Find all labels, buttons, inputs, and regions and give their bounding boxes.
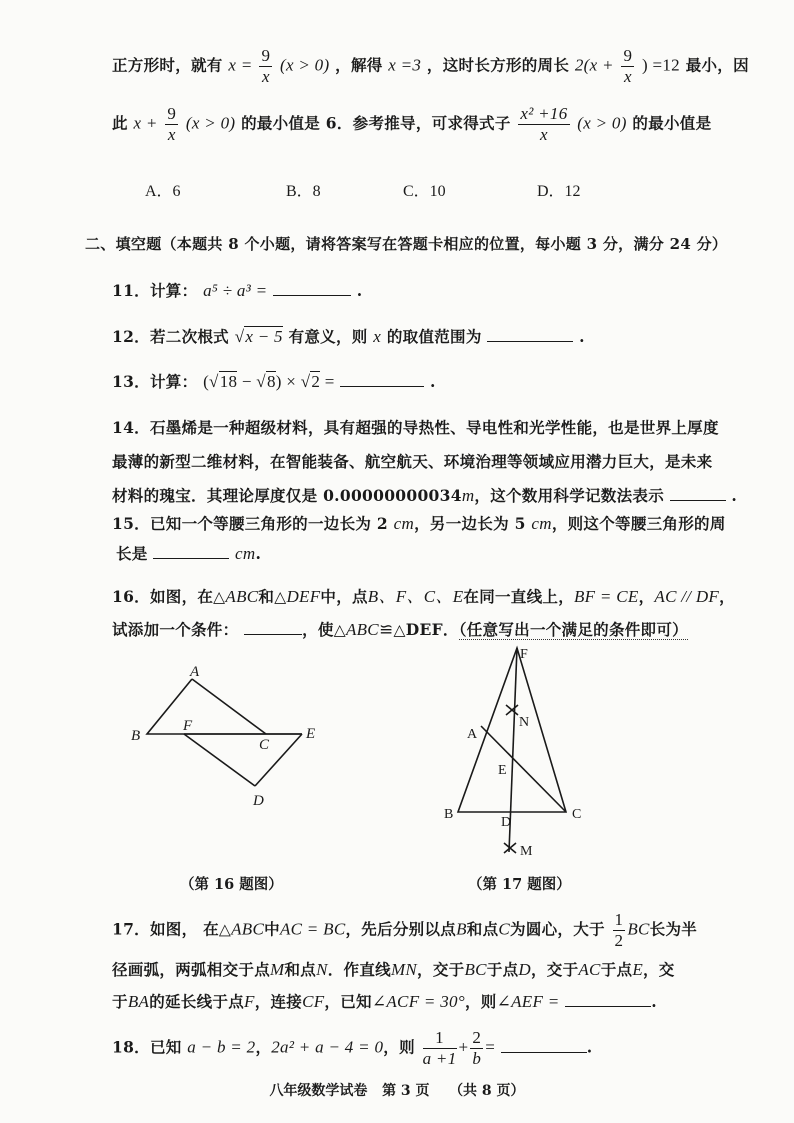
text: 的最小值是	[632, 113, 712, 133]
sqrt-sign: √	[209, 372, 219, 391]
text: ，	[255, 1037, 272, 1057]
text: ，则	[464, 992, 497, 1011]
fig17-lines	[458, 648, 566, 853]
unit-cm: cm	[393, 514, 415, 533]
den: b	[472, 1049, 482, 1068]
fig16-label-a: A	[190, 664, 200, 680]
text: .	[430, 372, 436, 391]
text: ，连接	[254, 992, 303, 1011]
den: x	[623, 67, 632, 86]
num: 1	[614, 910, 624, 929]
point-e: E	[632, 960, 643, 979]
var-x: x	[373, 327, 382, 346]
text: 11．计算：	[112, 281, 198, 300]
den: x	[167, 125, 176, 144]
text: 于点	[486, 960, 519, 979]
question-14-line-1: 14．石墨烯是一种超级材料，具有超强的导热性、导电性和光学性能，也是世界上厚度	[112, 418, 719, 437]
point-m: M	[270, 960, 285, 979]
note: （任意写出一个满足的条件即可）	[458, 620, 688, 639]
section-heading: 二、填空题（本题共 8 个小题，请将答案写在答题卡相应的位置，每小题 3 分，满分 24 分）	[85, 235, 728, 253]
text: 18．已知	[112, 1037, 182, 1057]
den: 2	[614, 931, 624, 950]
congruent-symbol: ≌	[378, 620, 394, 639]
text: △DEF．	[393, 620, 459, 639]
page-footer	[0, 1080, 794, 1100]
angle-aef: ∠AEF =	[496, 992, 560, 1011]
fig16-label-f: F	[183, 718, 193, 734]
text: 此	[112, 113, 128, 133]
radicand-18: 18	[219, 372, 238, 391]
points: B、F、C、E	[367, 587, 464, 606]
figure-16-caption: （第 16 题图）	[180, 876, 283, 893]
fig16-label-e: E	[306, 726, 316, 742]
triangle-abc: ABC	[225, 587, 259, 606]
text: ，解得	[335, 55, 383, 75]
text: ，则	[383, 1037, 415, 1057]
condition-2: 2a² + a − 4 = 0	[271, 1037, 384, 1057]
text: 试添加一个条件：	[112, 620, 239, 639]
text: 在△	[203, 919, 232, 939]
triangle-abc: ABC	[345, 620, 379, 639]
text: ，交于	[417, 960, 465, 979]
text: 16．如图，在△	[112, 587, 226, 606]
text: 17．如图，	[112, 919, 198, 939]
triangle-def: DEF	[286, 587, 321, 606]
text: ，使△	[302, 620, 346, 639]
answer-blank	[565, 991, 651, 1007]
figure-17-caption: （第 17 题图）	[468, 876, 571, 893]
text: 长为半	[649, 919, 698, 939]
option-d: D．12	[537, 183, 581, 200]
segment-ba: BA	[127, 992, 150, 1011]
fig17-label-m: M	[520, 844, 533, 859]
perimeter-expr: 2(x +	[574, 55, 614, 75]
text: 15．已知一个等腰三角形的一边长为 2	[112, 514, 388, 533]
fraction-one-half	[613, 910, 626, 951]
fig17-label-f: F	[520, 647, 528, 662]
segment-ac: AC	[578, 960, 601, 979]
segment-bc: BC	[627, 919, 650, 939]
footer-total: （共 8 页）	[449, 1083, 525, 1099]
text: 于点	[600, 960, 633, 979]
condition: (x > 0)	[279, 55, 330, 75]
point-n: N	[316, 960, 328, 979]
text: 中，点	[320, 587, 368, 606]
fig16-label-d: D	[253, 793, 264, 809]
fig16-label-c: C	[259, 737, 270, 753]
segment-cf: CF	[302, 992, 325, 1011]
text: .	[356, 281, 363, 300]
equals: =	[320, 372, 335, 391]
footer-title: 八年级数学试卷	[269, 1083, 368, 1099]
expr: x +	[133, 113, 158, 133]
solution: x =3	[388, 55, 422, 75]
text: ，交	[643, 960, 675, 979]
text: ，这时长方形的周长	[426, 55, 570, 75]
text: 在同一直线上，	[463, 587, 574, 606]
condition-bf-ce: BF = CE	[574, 587, 639, 606]
text: ，	[719, 587, 735, 606]
sqrt-sign: √	[256, 372, 266, 391]
fraction-2-over-b	[470, 1028, 483, 1069]
question-14-line-2: 最薄的新型二维材料，在智能装备、航空航天、环境治理等领域应用潜力巨大，是未来	[112, 452, 713, 471]
option-b: B．8	[286, 183, 321, 200]
text: 最小，因	[685, 55, 749, 75]
text: 为圆心，大于	[510, 919, 605, 939]
plus: +	[458, 1037, 469, 1057]
unit-cm: cm	[531, 514, 552, 533]
condition: (x > 0)	[185, 113, 236, 133]
text: ，另一边长为 5	[414, 514, 526, 533]
radicand-8: 8	[266, 372, 276, 391]
num: x² +16	[520, 104, 568, 123]
segment-bc: BC	[464, 960, 487, 979]
fig17-label-a: A	[467, 727, 478, 742]
text: 有意义，则	[288, 327, 368, 346]
fig16-side-fd	[184, 734, 255, 786]
paren: (	[203, 372, 210, 391]
text: 材料的瑰宝．其理论厚度仅是 0.00000000034	[112, 486, 462, 505]
radicand: x − 5	[245, 327, 283, 346]
text: 13．计算：	[112, 372, 198, 391]
line-mn: MN	[390, 960, 418, 979]
text: .	[586, 1037, 593, 1057]
option-c: C．10	[403, 183, 446, 200]
text: 和△	[258, 587, 287, 606]
text: ，这个数用科学记数法表示	[474, 486, 664, 505]
fig16-label-b: B	[131, 728, 141, 744]
num: 2	[472, 1028, 482, 1047]
den: x	[261, 67, 270, 86]
text: ，先后分别以点	[345, 919, 457, 939]
fig17-label-c: C	[572, 807, 582, 822]
text: 的最小值是 6．参考推导，可求得式子	[241, 113, 511, 133]
text: 和点	[466, 919, 499, 939]
fraction-1-over-a-plus-1	[423, 1028, 457, 1069]
footer-page: 第 3 页	[382, 1083, 430, 1099]
num: 9	[167, 104, 177, 123]
text: ．作直线	[327, 960, 391, 979]
text: ，则这个等腰三角形的周	[551, 514, 726, 533]
point-b: B	[456, 919, 467, 939]
text: 的取值范围为	[386, 327, 482, 346]
times: ) ×	[275, 372, 301, 391]
text: .	[579, 327, 585, 346]
fig17-label-d: D	[501, 815, 512, 830]
point-f: F	[244, 992, 255, 1011]
condition: (x > 0)	[577, 113, 627, 133]
text: ，已知	[324, 992, 372, 1011]
den: x	[540, 125, 548, 144]
point-c: C	[498, 919, 511, 939]
condition-1: a − b = 2	[187, 1037, 256, 1057]
point-d: D	[518, 960, 531, 979]
fig17-label-b: B	[444, 807, 454, 822]
angle-acf: ∠ACF = 30°	[371, 992, 465, 1011]
unit-cm: cm	[235, 544, 256, 563]
text: ，交于	[530, 960, 579, 979]
den: a +1	[422, 1049, 457, 1068]
fig17-label-e: E	[498, 763, 507, 778]
text: 于	[112, 992, 128, 1011]
num: 9	[623, 46, 633, 65]
text: 正方形时，就有	[112, 55, 223, 75]
equals: =	[241, 55, 252, 75]
text: 和点	[284, 960, 317, 979]
fig17-label-n: N	[519, 715, 530, 730]
question-17-line-3	[112, 990, 657, 1012]
text: 长是	[116, 544, 148, 563]
text: .	[651, 992, 657, 1011]
sqrt-sign: √	[234, 327, 245, 346]
fig16-lines	[147, 679, 302, 786]
text: 径画弧，两弧相交于点	[112, 960, 271, 979]
fig16-triangle-abe	[147, 679, 302, 734]
condition-ac-parallel-df: AC // DF	[654, 587, 720, 606]
unit-m: m	[461, 486, 475, 505]
sqrt-sign: √	[300, 372, 311, 391]
option-a: A．6	[145, 183, 181, 200]
perimeter-value: ) =12	[641, 55, 680, 75]
text: 的延长线于点	[149, 992, 244, 1011]
text: 12．若二次根式	[112, 327, 229, 346]
fig16-side-ac	[192, 679, 266, 734]
triangle-abc: ABC	[231, 919, 265, 939]
text: .	[255, 544, 262, 563]
condition-ac-bc: AC = BC	[279, 919, 346, 939]
text: .	[731, 486, 738, 505]
question-17-line-2	[112, 958, 675, 980]
answer-blank	[501, 1037, 587, 1053]
var-x: x	[228, 55, 237, 75]
equals: =	[485, 1037, 496, 1057]
num: 1	[423, 1028, 457, 1049]
text: ，	[638, 587, 655, 606]
expression: a⁵ ÷ a³ =	[203, 281, 268, 300]
text: 中	[264, 919, 280, 939]
question-17-line-1	[112, 910, 697, 951]
minus: −	[237, 372, 257, 391]
num: 9	[261, 46, 271, 65]
radicand-2: 2	[311, 372, 321, 391]
question-18	[112, 1028, 593, 1069]
